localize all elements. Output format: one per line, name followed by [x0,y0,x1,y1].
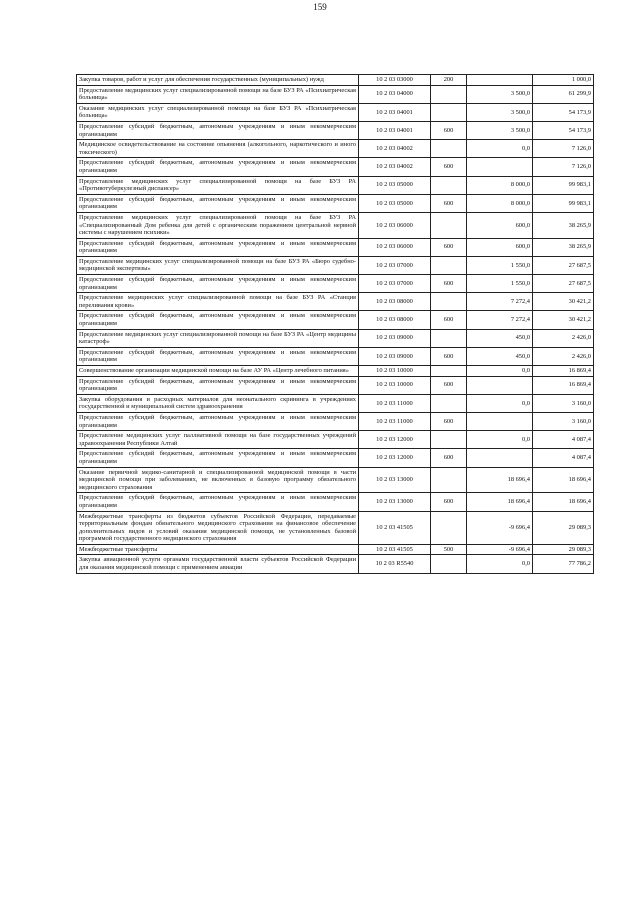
row-code-cell: 10 2 03 04000 [359,85,431,103]
row-code-cell: 10 2 03 08000 [359,311,431,329]
row-name-cell: Предоставление субсидий бюджетным, автономным учреждениям и иным некоммерческим организациям [77,412,359,430]
table-row [77,311,594,329]
table-row [77,103,594,121]
row-change-cell: 450,0 [467,347,533,365]
row-code-cell: 10 2 03 13000 [359,467,431,493]
row-change-cell: 7 272,4 [467,311,533,329]
table-row [77,194,594,212]
row-change-cell: 450,0 [467,329,533,347]
row-type-cell [431,555,467,573]
row-total-cell: 54 173,9 [533,103,594,121]
table-row [77,347,594,365]
row-code-cell: 10 2 03 11000 [359,394,431,412]
table-row [77,238,594,256]
table-row [77,555,594,573]
table-row [77,121,594,139]
table-row [77,158,594,176]
row-type-cell [431,140,467,158]
row-name-cell: Оказание медицинских услуг специализированной помощи на базе БУЗ РА «Психиатрическая больница» [77,103,359,121]
row-name-cell: Предоставление медицинских услуг специализированной помощи на базе БУЗ РА «Специализированный Дом ребенка для детей с органическим поражением центральной нервной системы с нарушением психики» [77,212,359,238]
row-change-cell [467,376,533,394]
row-total-cell: 30 421,2 [533,311,594,329]
row-code-cell: 10 2 03 05000 [359,194,431,212]
table-row [77,544,594,555]
row-type-cell: 600 [431,493,467,511]
row-change-cell [467,158,533,176]
row-name-cell: Предоставление субсидий бюджетным, автономным учреждениям и иным некоммерческим организациям [77,449,359,467]
row-code-cell: 10 2 03 06000 [359,212,431,238]
row-name-cell: Предоставление медицинских услуг специализированной помощи на базе БУЗ РА «Бюро судебно-медицинской экспертизы» [77,256,359,274]
row-change-cell [467,449,533,467]
row-name-cell: Предоставление субсидий бюджетным, автономным учреждениям и иным некоммерческим организациям [77,121,359,139]
table-row [77,85,594,103]
row-total-cell: 99 983,1 [533,176,594,194]
row-total-cell: 38 265,9 [533,238,594,256]
table-row [77,293,594,311]
row-code-cell: 10 2 03 12000 [359,449,431,467]
row-change-cell [467,75,533,86]
row-total-cell: 27 687,5 [533,275,594,293]
row-total-cell: 2 426,0 [533,347,594,365]
row-name-cell: Предоставление медицинских услуг специализированной помощи на базе БУЗ РА «Центр медицины катастроф» [77,329,359,347]
row-name-cell: Закупка авиационной услуги органами государственной власти субъектов Российской Федерации для оказания медицинской помощи с применением авиации [77,555,359,573]
row-type-cell: 600 [431,449,467,467]
table-row [77,376,594,394]
row-name-cell: Межбюджетные трансферты [77,544,359,555]
row-name-cell: Закупка товаров, работ и услуг для обеспечения государственных (муниципальных) нужд [77,75,359,86]
row-total-cell: 18 696,4 [533,493,594,511]
row-change-cell: 8 000,0 [467,194,533,212]
row-change-cell: 0,0 [467,431,533,449]
row-type-cell: 600 [431,121,467,139]
row-code-cell: 10 2 03 13000 [359,493,431,511]
row-total-cell: 29 089,3 [533,544,594,555]
row-code-cell: 10 2 03 10000 [359,366,431,377]
row-change-cell: 1 550,0 [467,256,533,274]
row-type-cell: 200 [431,75,467,86]
row-type-cell [431,256,467,274]
row-total-cell: 30 421,2 [533,293,594,311]
row-code-cell: 10 2 03 08000 [359,293,431,311]
row-code-cell: 10 2 03 04002 [359,140,431,158]
row-name-cell: Предоставление субсидий бюджетным, автономным учреждениям и иным некоммерческим организациям [77,376,359,394]
row-name-cell: Предоставление субсидий бюджетным, автономным учреждениям и иным некоммерческим организациям [77,275,359,293]
row-type-cell: 600 [431,238,467,256]
row-change-cell: 0,0 [467,394,533,412]
row-total-cell: 77 786,2 [533,555,594,573]
row-total-cell: 3 160,0 [533,412,594,430]
row-change-cell: 1 550,0 [467,275,533,293]
row-type-cell [431,212,467,238]
row-total-cell: 2 426,0 [533,329,594,347]
table-row [77,431,594,449]
row-change-cell: -9 696,4 [467,511,533,544]
table-row [77,412,594,430]
row-code-cell: 10 2 03 11000 [359,412,431,430]
row-type-cell: 600 [431,412,467,430]
row-total-cell: 18 696,4 [533,467,594,493]
row-name-cell: Предоставление медицинских услуг специализированной помощи на базе БУЗ РА «Психиатрическая больница» [77,85,359,103]
row-name-cell: Предоставление субсидий бюджетным, автономным учреждениям и иным некоммерческим организациям [77,347,359,365]
table-row [77,493,594,511]
row-name-cell: Предоставление субсидий бюджетным, автономным учреждениям и иным некоммерческим организациям [77,158,359,176]
budget-table-body [77,75,594,574]
row-type-cell [431,293,467,311]
row-name-cell: Медицинское освидетельствование на состояние опьянения (алкогольного, наркотического и иного токсического) [77,140,359,158]
row-change-cell: 600,0 [467,238,533,256]
row-code-cell: 10 2 03 12000 [359,431,431,449]
table-row [77,212,594,238]
row-code-cell: 10 2 03 07000 [359,256,431,274]
row-code-cell: 10 2 03 09000 [359,347,431,365]
row-name-cell: Совершенствование организации медицинской помощи на базе АУ РА «Центр лечебного питания» [77,366,359,377]
table-row [77,140,594,158]
row-name-cell: Предоставление субсидий бюджетным, автономным учреждениям и иным некоммерческим организациям [77,194,359,212]
row-name-cell: Предоставление субсидий бюджетным, автономным учреждениям и иным некоммерческим организациям [77,311,359,329]
row-total-cell: 16 869,4 [533,376,594,394]
row-name-cell: Закупка оборудования и расходных материалов для неонатального скрининга в учреждениях государственной и муниципальной систем здравоохранения [77,394,359,412]
row-change-cell: 0,0 [467,366,533,377]
row-change-cell: -9 696,4 [467,544,533,555]
row-type-cell [431,85,467,103]
row-change-cell: 8 000,0 [467,176,533,194]
budget-table [76,74,594,574]
table-row [77,511,594,544]
row-change-cell: 600,0 [467,212,533,238]
row-type-cell: 600 [431,194,467,212]
table-row [77,329,594,347]
row-total-cell: 38 265,9 [533,212,594,238]
table-row [77,467,594,493]
row-type-cell: 600 [431,275,467,293]
row-type-cell [431,176,467,194]
row-type-cell: 600 [431,158,467,176]
row-change-cell: 18 696,4 [467,493,533,511]
row-code-cell: 10 2 03 05000 [359,176,431,194]
row-total-cell: 29 089,3 [533,511,594,544]
row-name-cell: Предоставление субсидий бюджетным, автономным учреждениям и иным некоммерческим организациям [77,238,359,256]
row-type-cell [431,431,467,449]
row-type-cell [431,103,467,121]
row-total-cell: 4 087,4 [533,449,594,467]
row-code-cell: 10 2 03 41505 [359,511,431,544]
row-change-cell: 3 500,0 [467,85,533,103]
table-row [77,449,594,467]
row-name-cell: Предоставление медицинских услуг паллиативной помощи на базе государственных учреждений здравоохранения Республики Алтай [77,431,359,449]
row-change-cell: 18 696,4 [467,467,533,493]
row-total-cell: 7 126,0 [533,158,594,176]
row-type-cell [431,394,467,412]
row-type-cell: 600 [431,376,467,394]
table-row [77,366,594,377]
row-code-cell: 10 2 03 09000 [359,329,431,347]
table-row [77,394,594,412]
row-name-cell: Предоставление субсидий бюджетным, автономным учреждениям и иным некоммерческим организациям [77,493,359,511]
row-name-cell: Предоставление медицинских услуг специализированной помощи на базе БУЗ РА «Противотуберкулезный диспансер» [77,176,359,194]
table-row [77,256,594,274]
row-code-cell: 10 2 03 04001 [359,103,431,121]
row-name-cell: Оказание первичной медико-санитарной и специализированной медицинской помощи в части медицинской помощи при заболеваниях, не включенных в базовую программу обязательного медицинского страхования [77,467,359,493]
row-change-cell [467,412,533,430]
row-total-cell: 54 173,9 [533,121,594,139]
row-code-cell: 10 2 03 07000 [359,275,431,293]
row-code-cell: 10 2 03 04002 [359,158,431,176]
page-number: 159 [313,2,327,12]
row-code-cell: 10 2 03 R5540 [359,555,431,573]
row-total-cell: 3 160,0 [533,394,594,412]
row-total-cell: 61 299,9 [533,85,594,103]
table-row [77,75,594,86]
row-name-cell: Предоставление медицинских услуг специализированной помощи на базе БУЗ РА «Станция переливания крови» [77,293,359,311]
row-code-cell: 10 2 03 03000 [359,75,431,86]
row-total-cell: 16 869,4 [533,366,594,377]
row-total-cell: 1 000,0 [533,75,594,86]
row-change-cell: 3 500,0 [467,121,533,139]
row-code-cell: 10 2 03 10000 [359,376,431,394]
row-name-cell: Межбюджетные трансферты из бюджетов субъектов Российской Федерации, передаваемые территориальным фондам обязательного медицинского страхования на финансовое обеспечение дополнительных видов и условий оказания медицинской помощи, не установленных базовой программой государственного медицинского страхования [77,511,359,544]
row-total-cell: 27 687,5 [533,256,594,274]
row-type-cell [431,329,467,347]
row-code-cell: 10 2 03 41505 [359,544,431,555]
row-type-cell [431,366,467,377]
row-type-cell [431,511,467,544]
table-row [77,275,594,293]
row-change-cell: 7 272,4 [467,293,533,311]
row-type-cell: 600 [431,311,467,329]
row-total-cell: 99 983,1 [533,194,594,212]
row-type-cell: 600 [431,347,467,365]
row-change-cell: 0,0 [467,555,533,573]
row-total-cell: 7 126,0 [533,140,594,158]
row-total-cell: 4 087,4 [533,431,594,449]
row-code-cell: 10 2 03 06000 [359,238,431,256]
row-type-cell [431,467,467,493]
row-code-cell: 10 2 03 04001 [359,121,431,139]
row-change-cell: 0,0 [467,140,533,158]
table-row [77,176,594,194]
row-type-cell: 500 [431,544,467,555]
row-change-cell: 3 500,0 [467,103,533,121]
